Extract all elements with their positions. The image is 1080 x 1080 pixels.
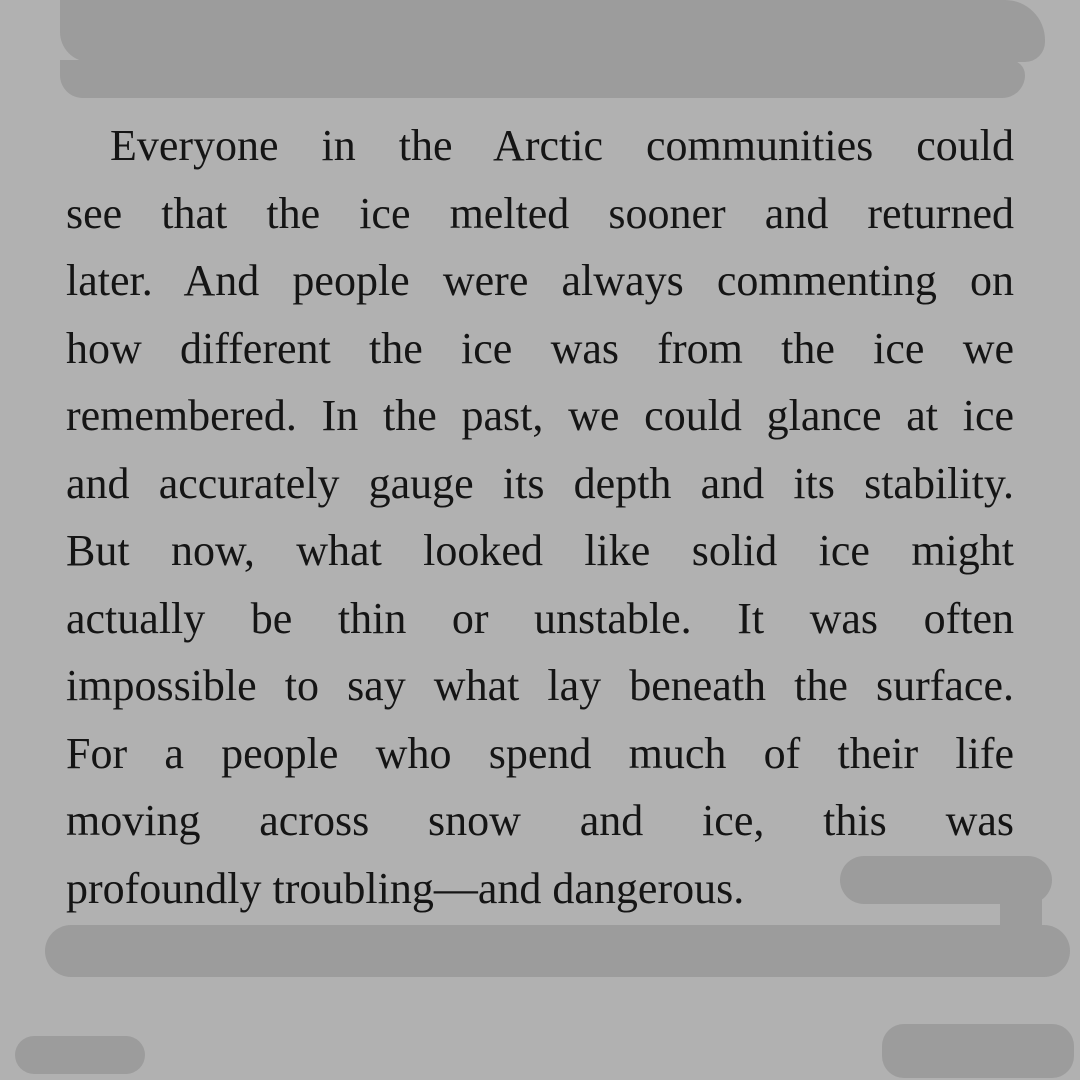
paragraph-line: later. And people were always commenting on xyxy=(66,256,1014,305)
paragraph-line: But now, what looked like solid ice might xyxy=(66,526,1014,575)
redacted-next-line xyxy=(45,925,1070,977)
redacted-header xyxy=(60,0,1045,62)
paragraph-line: Everyone in the Arctic communities could xyxy=(110,121,1014,170)
paragraph-line: moving across snow and ice, this was xyxy=(66,796,1014,845)
paragraph-line: For a people who spend much of their life xyxy=(66,728,1014,778)
paragraph-line: how different the ice was from the ice we xyxy=(66,323,1014,373)
paragraph-line: actually be thin or unstable. It was often xyxy=(66,593,1014,643)
paragraph-line: see that the ice melted sooner and returned xyxy=(66,188,1014,238)
paragraph-line: remembered. In the past, we could glance at ice xyxy=(66,391,1014,440)
paragraph-line: and accurately gauge its depth and its stability. xyxy=(66,458,1014,508)
redacted-previous-line xyxy=(60,60,1025,98)
redacted-footer-left xyxy=(15,1036,145,1074)
paragraph-line: profoundly troubling—and dangerous. xyxy=(66,863,745,913)
paragraph-line: impossible to say what lay beneath the surface. xyxy=(66,661,1014,710)
redacted-footer-right xyxy=(882,1024,1074,1078)
body-paragraph xyxy=(66,112,1014,922)
